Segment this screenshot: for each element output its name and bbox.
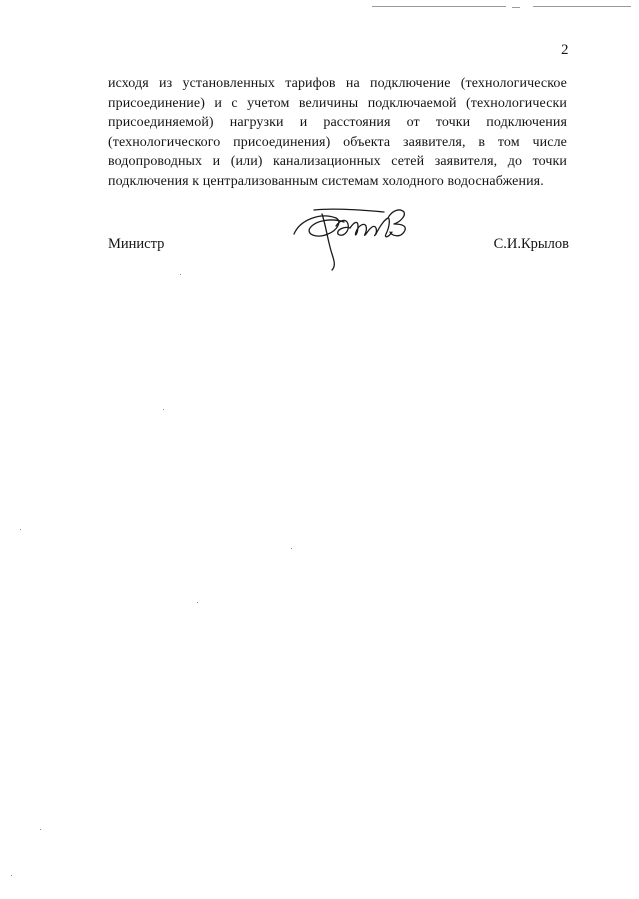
- body-line: подключения к централизованным системам холодного водоснабжения.: [108, 173, 544, 189]
- scan-speck: [20, 529, 21, 530]
- body-line: водопроводных и (или) канализационных сетей заявителя, до точки: [108, 154, 567, 169]
- signer-name: С.И.Крылов: [493, 236, 569, 252]
- scan-artifact-line: [372, 6, 506, 7]
- body-paragraph: [108, 74, 567, 191]
- handwritten-signature: [292, 204, 420, 276]
- scan-speck: [163, 409, 164, 410]
- page-number: 2: [561, 42, 569, 58]
- scan-speck: [180, 274, 181, 275]
- scan-speck: [11, 875, 12, 876]
- scan-artifact-line: [512, 7, 520, 8]
- body-line: исходя из установленных тарифов на подключение (технологическое: [108, 76, 567, 91]
- scan-speck: [291, 548, 292, 549]
- signature-block: [108, 228, 569, 288]
- body-line: присоединение) и с учетом величины подключаемой (технологически: [108, 95, 567, 111]
- scan-speck: [197, 602, 198, 603]
- scan-speck: [40, 829, 41, 830]
- body-line: (технологического присоединения) объекта заявителя, в том числе: [108, 134, 567, 150]
- signer-position: Министр: [108, 236, 165, 252]
- scan-artifact-line: [533, 6, 631, 7]
- body-line: присоединяемой) нагрузки и расстояния от точки подключения: [108, 115, 567, 130]
